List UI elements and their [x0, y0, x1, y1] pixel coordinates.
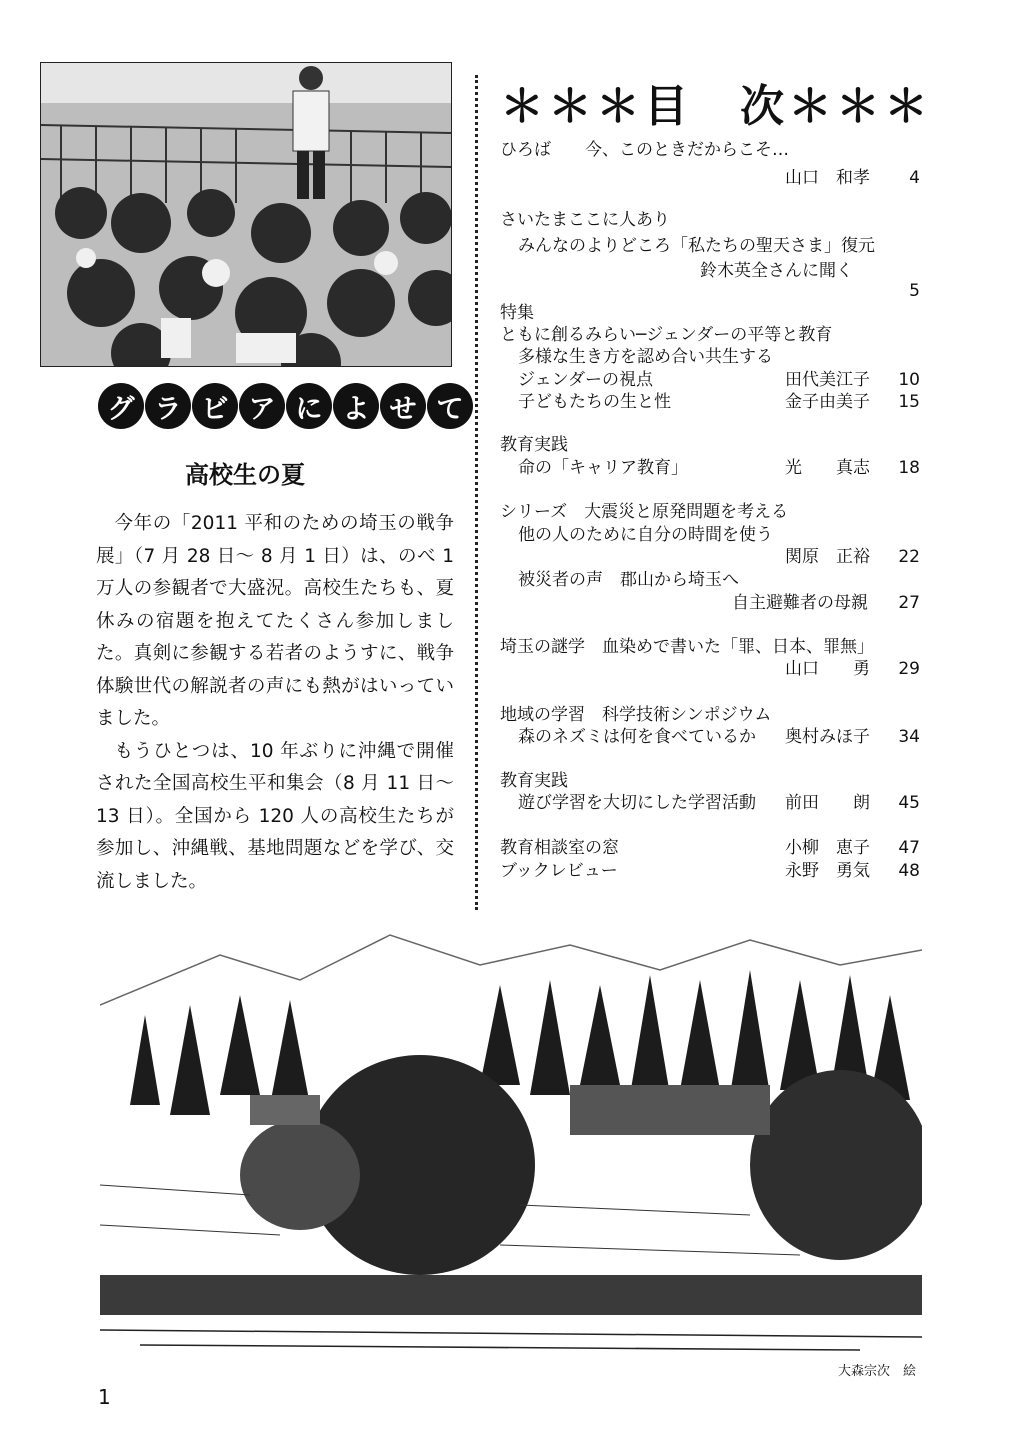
- toc-page: 10: [898, 370, 920, 390]
- toc-page: 27: [898, 593, 920, 613]
- gravure-heading: [98, 383, 473, 429]
- toc-entry[interactable]: [500, 635, 920, 659]
- forest-mountain-sketch-icon: [100, 925, 922, 1355]
- gravure-char: よ: [333, 383, 379, 429]
- toc-entry[interactable]: [500, 234, 920, 258]
- toc-entry[interactable]: [500, 500, 920, 524]
- toc-author: 奥村みほ子: [785, 727, 870, 747]
- toc-title-text: 教育相談室の窓: [500, 838, 619, 858]
- toc-entry[interactable]: [500, 279, 920, 303]
- gravure-char: グ: [98, 383, 144, 429]
- toc-page: 22: [898, 547, 920, 567]
- toc-title-text: 地域の学習 科学技術シンポジウム: [500, 705, 772, 725]
- students-gathering-icon: [41, 63, 451, 366]
- toc-title-text: 教育実践: [500, 435, 568, 455]
- gravure-char: て: [427, 383, 473, 429]
- toc-entry[interactable]: [500, 166, 920, 190]
- gravure-char: ビ: [192, 383, 238, 429]
- gravure-char: せ: [380, 383, 426, 429]
- toc-title-text: 命の「キャリア教育」: [518, 458, 688, 478]
- toc-title-text: 被災者の声 郡山から埼玉へ: [518, 570, 739, 590]
- toc-entry[interactable]: [500, 591, 920, 615]
- toc-entry[interactable]: [500, 791, 920, 815]
- page-number: 1: [98, 1385, 111, 1409]
- toc-title-text: 教育実践: [500, 771, 568, 791]
- toc-author: 前田 朗: [785, 793, 870, 813]
- toc-entry[interactable]: [500, 545, 920, 569]
- toc-entry[interactable]: [500, 859, 920, 883]
- toc-page: 48: [898, 861, 920, 881]
- toc-author: 山口 勇: [785, 659, 870, 679]
- gravure-char: ラ: [145, 383, 191, 429]
- toc-entry[interactable]: [500, 836, 920, 860]
- gravure-char: ア: [239, 383, 285, 429]
- toc-entry[interactable]: [500, 138, 920, 162]
- toc-entry[interactable]: [500, 568, 920, 592]
- toc-entry[interactable]: [500, 368, 920, 392]
- toc-author: 関原 正裕: [785, 547, 870, 567]
- toc-entry[interactable]: [500, 725, 920, 749]
- toc-title-text: シリーズ 大震災と原発問題を考える: [500, 502, 789, 522]
- toc-author: 金子由美子: [785, 392, 870, 412]
- gravure-title: 高校生の夏: [185, 461, 305, 489]
- gravure-body: [96, 508, 454, 898]
- toc-page: 29: [898, 659, 920, 679]
- body-paragraph: もうひとつは、10 年ぶりに沖縄で開催された全国高校生平和集会（8 月 11 日～ 13 日）。全国から 120 人の高校生たちが参加し、沖縄戦、基地問題などを学び、交流しました。: [96, 740, 454, 892]
- toc-page: 47: [898, 838, 920, 858]
- toc-title-text: ジェンダーの視点: [518, 370, 653, 390]
- toc-author: 永野 勇気: [785, 861, 870, 881]
- toc-author: 自主避難者の母親: [732, 593, 868, 613]
- toc-entry[interactable]: [500, 390, 920, 414]
- toc-page: 18: [898, 458, 920, 478]
- toc-title-text: みんなのよりどころ「私たちの聖天さま」復元: [518, 236, 875, 256]
- illustration-credit: 大森宗次 絵: [837, 1364, 916, 1379]
- toc-entry[interactable]: [500, 769, 920, 793]
- toc-title-text: 埼玉の謎学 血染めで書いた「罪、日本、罪無」: [500, 637, 874, 657]
- toc-author: 田代美江子: [785, 370, 870, 390]
- toc-author: 光 真志: [785, 458, 870, 478]
- toc-title-text: 多様な生き方を認め合い共生する: [518, 347, 773, 367]
- toc-author: 山口 和孝: [785, 168, 870, 188]
- toc-page: 34: [898, 727, 920, 747]
- toc-title-text: 遊び学習を大切にした学習活動: [518, 793, 756, 813]
- toc-entry[interactable]: [500, 657, 920, 681]
- toc-title-text: さいたまここに人あり: [500, 210, 670, 230]
- toc-page: 45: [898, 793, 920, 813]
- toc-entry[interactable]: [500, 523, 920, 547]
- toc-entry[interactable]: [500, 456, 920, 480]
- toc-page: 4: [909, 168, 920, 188]
- toc-entry[interactable]: [500, 345, 920, 369]
- toc-page: 15: [898, 392, 920, 412]
- toc-title-text: 鈴木英全さんに聞く: [700, 261, 853, 281]
- toc-entry[interactable]: [500, 703, 920, 727]
- toc-title-text: 森のネズミは何を食べているか: [518, 727, 756, 747]
- gravure-photo: [40, 62, 452, 367]
- toc-entry[interactable]: [500, 323, 920, 347]
- toc-title-text: ひろば 今、このときだからこそ…: [500, 140, 789, 160]
- toc-title-text: ブックレビュー: [500, 861, 618, 881]
- toc-entry[interactable]: [500, 301, 920, 325]
- toc-author: 小柳 恵子: [785, 838, 870, 858]
- toc-title-text: 特集: [500, 303, 534, 323]
- toc-entry[interactable]: [500, 433, 920, 457]
- landscape-illustration: [100, 925, 922, 1355]
- toc-title: ＊＊＊目 次＊＊＊: [500, 81, 932, 132]
- toc-title-text: ともに創るみらい─ジェンダーの平等と教育: [500, 325, 833, 345]
- toc-entry[interactable]: [500, 208, 920, 232]
- toc-page: 5: [909, 281, 920, 301]
- toc-title-text: 子どもたちの生と性: [518, 392, 671, 412]
- toc-title-text: 他の人のために自分の時間を使う: [518, 525, 773, 545]
- column-divider: [475, 75, 478, 910]
- body-paragraph: 今年の「2011 平和のための埼玉の戦争展」（7 月 28 日～ 8 月 1 日）は、のべ 1 万人の参観者で大盛況。高校生たちも、夏休みの宿題を抱えてたくさん参加しました。真剣に参観する若者のようすに、戦争体験世代の解説者の声にも熱がはいっていました。: [96, 513, 454, 729]
- gravure-char: に: [286, 383, 332, 429]
